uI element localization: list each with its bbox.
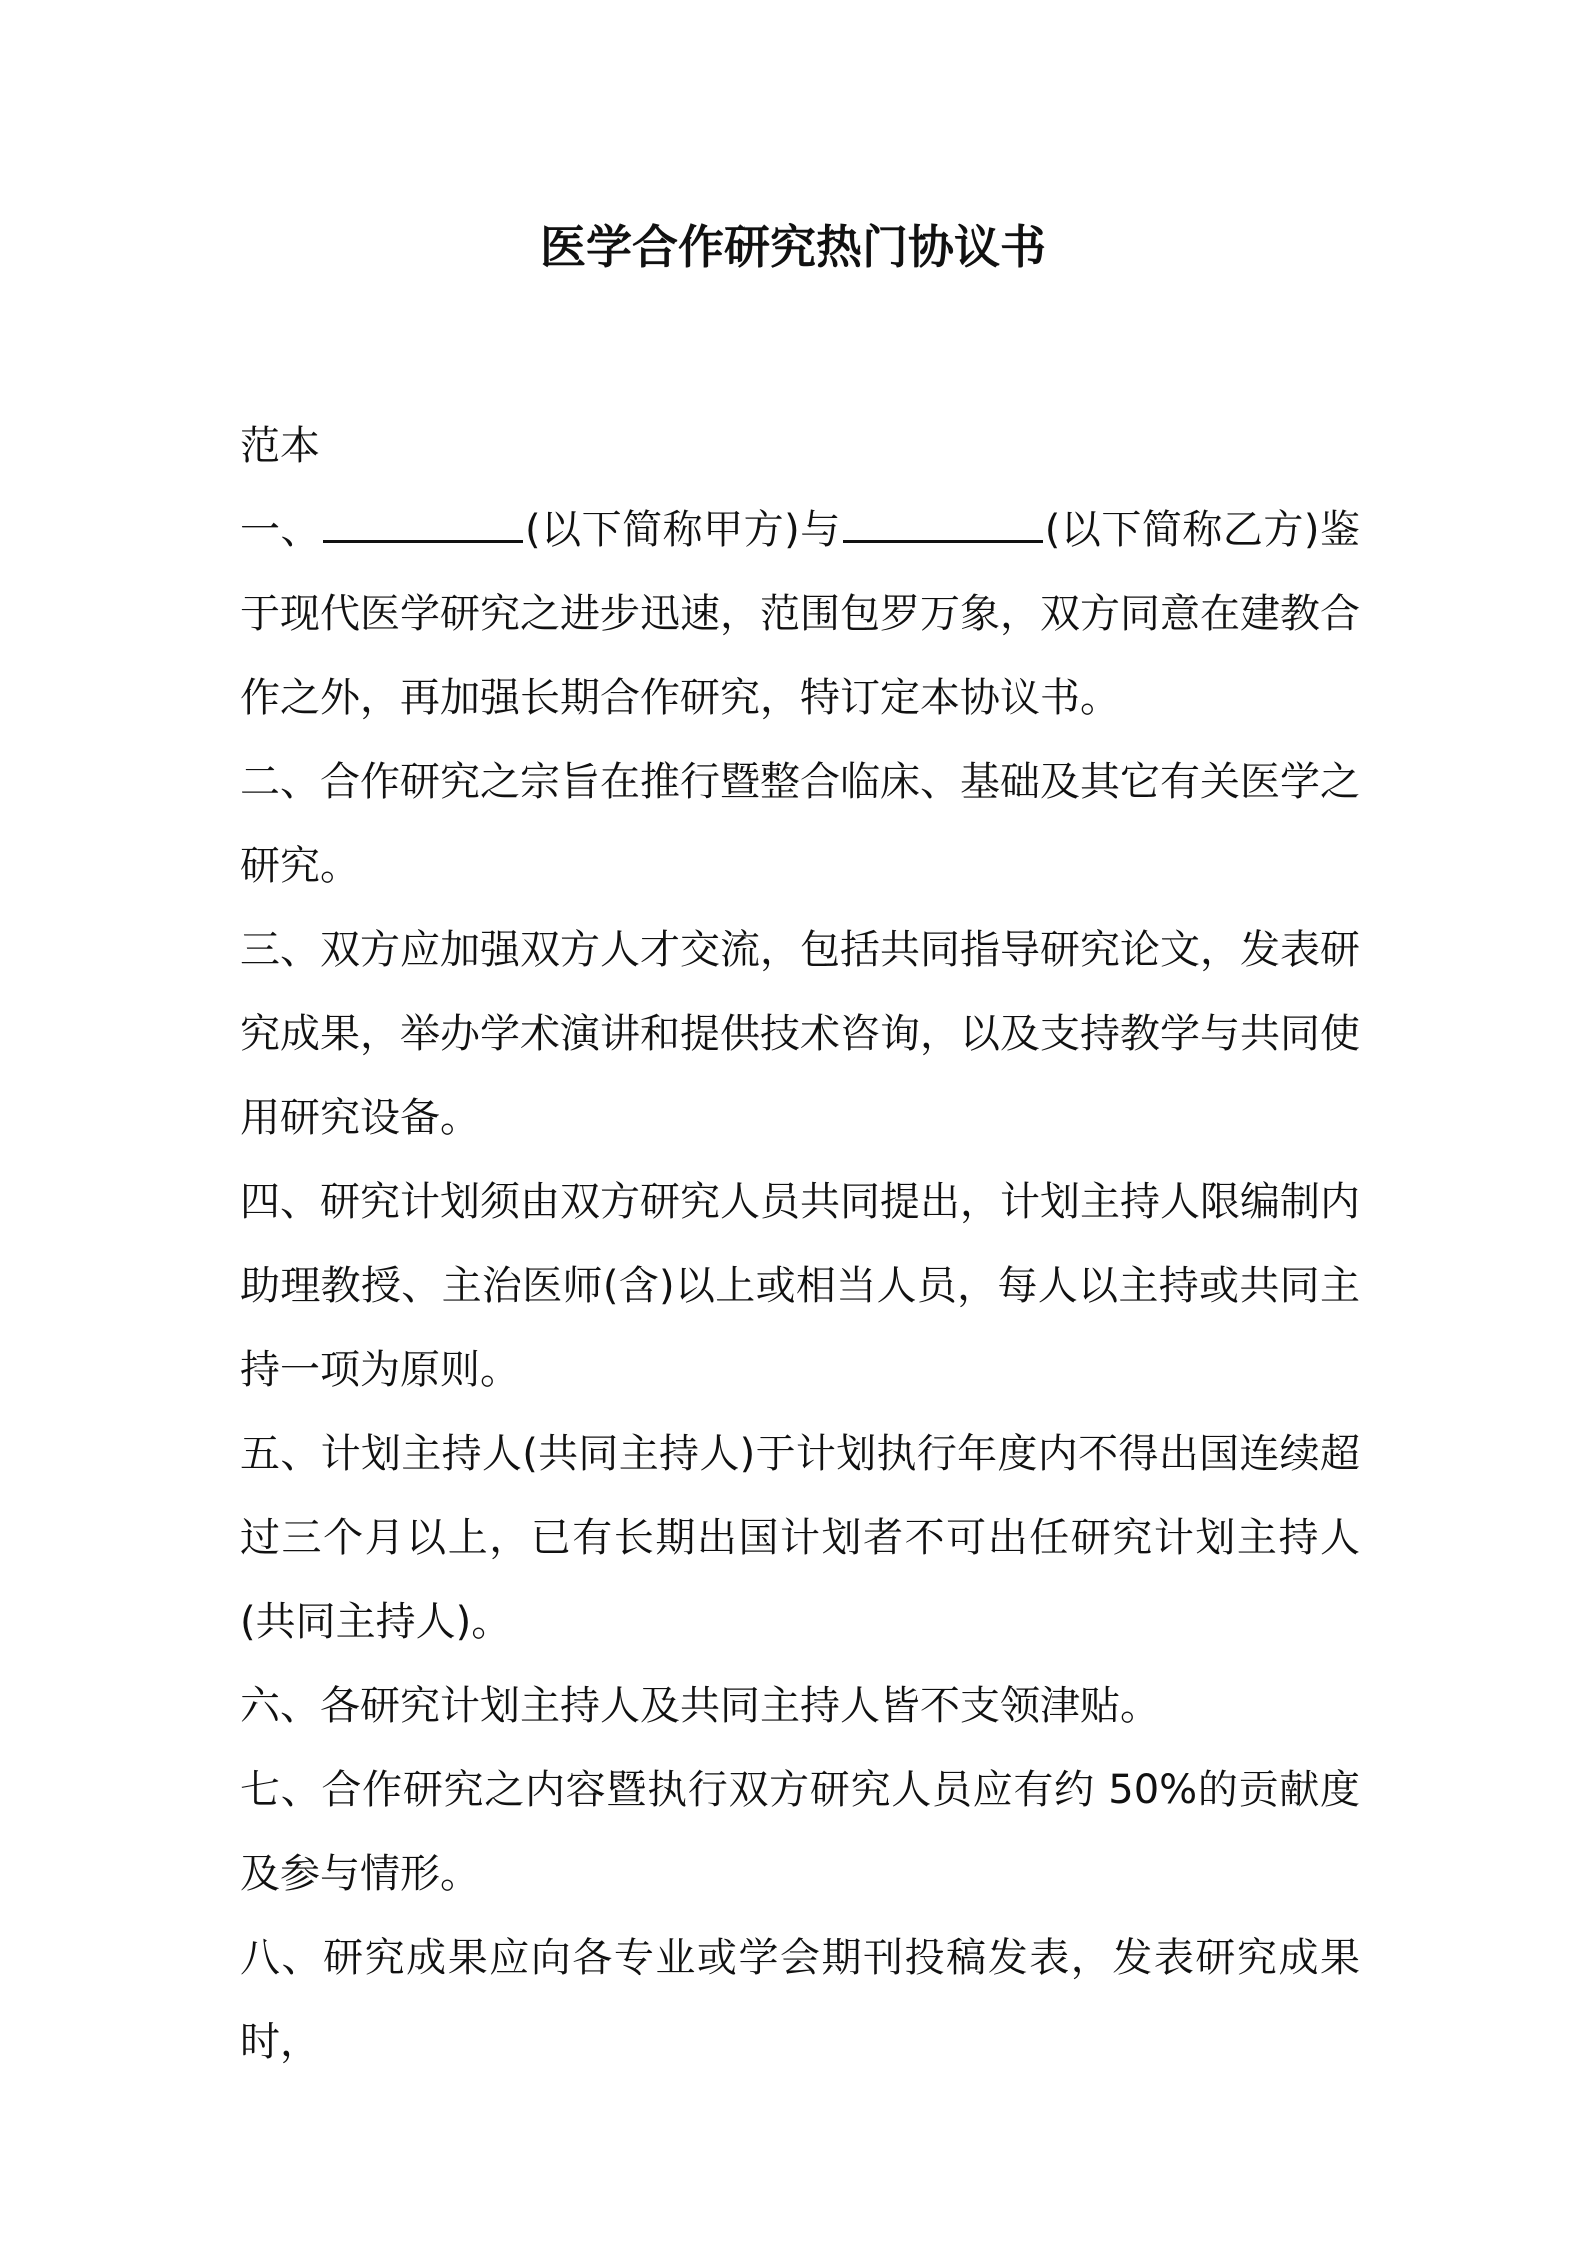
clause-1-part-b: (以下简称乙方)鉴于现代医学研究之进步迅速，范围包罗万象，双方同意在建教合作之外，再加强长期合作研究，特订定本协议书。 (240, 507, 1361, 721)
clause-8: 八、研究成果应向各专业或学会期刊投稿发表，发表研究成果时， (240, 1935, 1360, 2065)
clause-3: 三、双方应加强双方人才交流，包括共同指导研究论文，发表研究成果，举办学术演讲和提供技术咨询，以及支持教学与共同使用研究设备。 (240, 927, 1360, 1141)
clause-1-part-a: (以下简称甲方)与 (525, 507, 841, 553)
document-title: 医学合作研究热门协议书 (540, 220, 1046, 274)
clause-7: 七、合作研究之内容暨执行双方研究人员应有约 50%的贡献度及参与情形。 (240, 1767, 1360, 1897)
document-body (240, 404, 1360, 2084)
clause-2: 二、合作研究之宗旨在推行暨整合临床、基础及其它有关医学之研究。 (240, 759, 1360, 889)
clause-1 (240, 488, 1360, 740)
party-b-blank (843, 500, 1043, 543)
clause-6: 六、各研究计划主持人及共同主持人皆不支领津贴。 (240, 1683, 1160, 1729)
clause-5: 五、计划主持人(共同主持人)于计划执行年度内不得出国连续超过三个月以上，已有长期出国计划者不可出任研究计划主持人(共同主持人)。 (240, 1431, 1360, 1645)
document-subtitle: 范本 (240, 423, 320, 469)
party-a-blank (323, 500, 523, 543)
clause-4: 四、研究计划须由双方研究人员共同提出，计划主持人限编制内助理教授、主治医师(含)以上或相当人员，每人以主持或共同主持一项为原则。 (240, 1179, 1360, 1393)
clause-1-prefix: 一、 (240, 507, 322, 553)
